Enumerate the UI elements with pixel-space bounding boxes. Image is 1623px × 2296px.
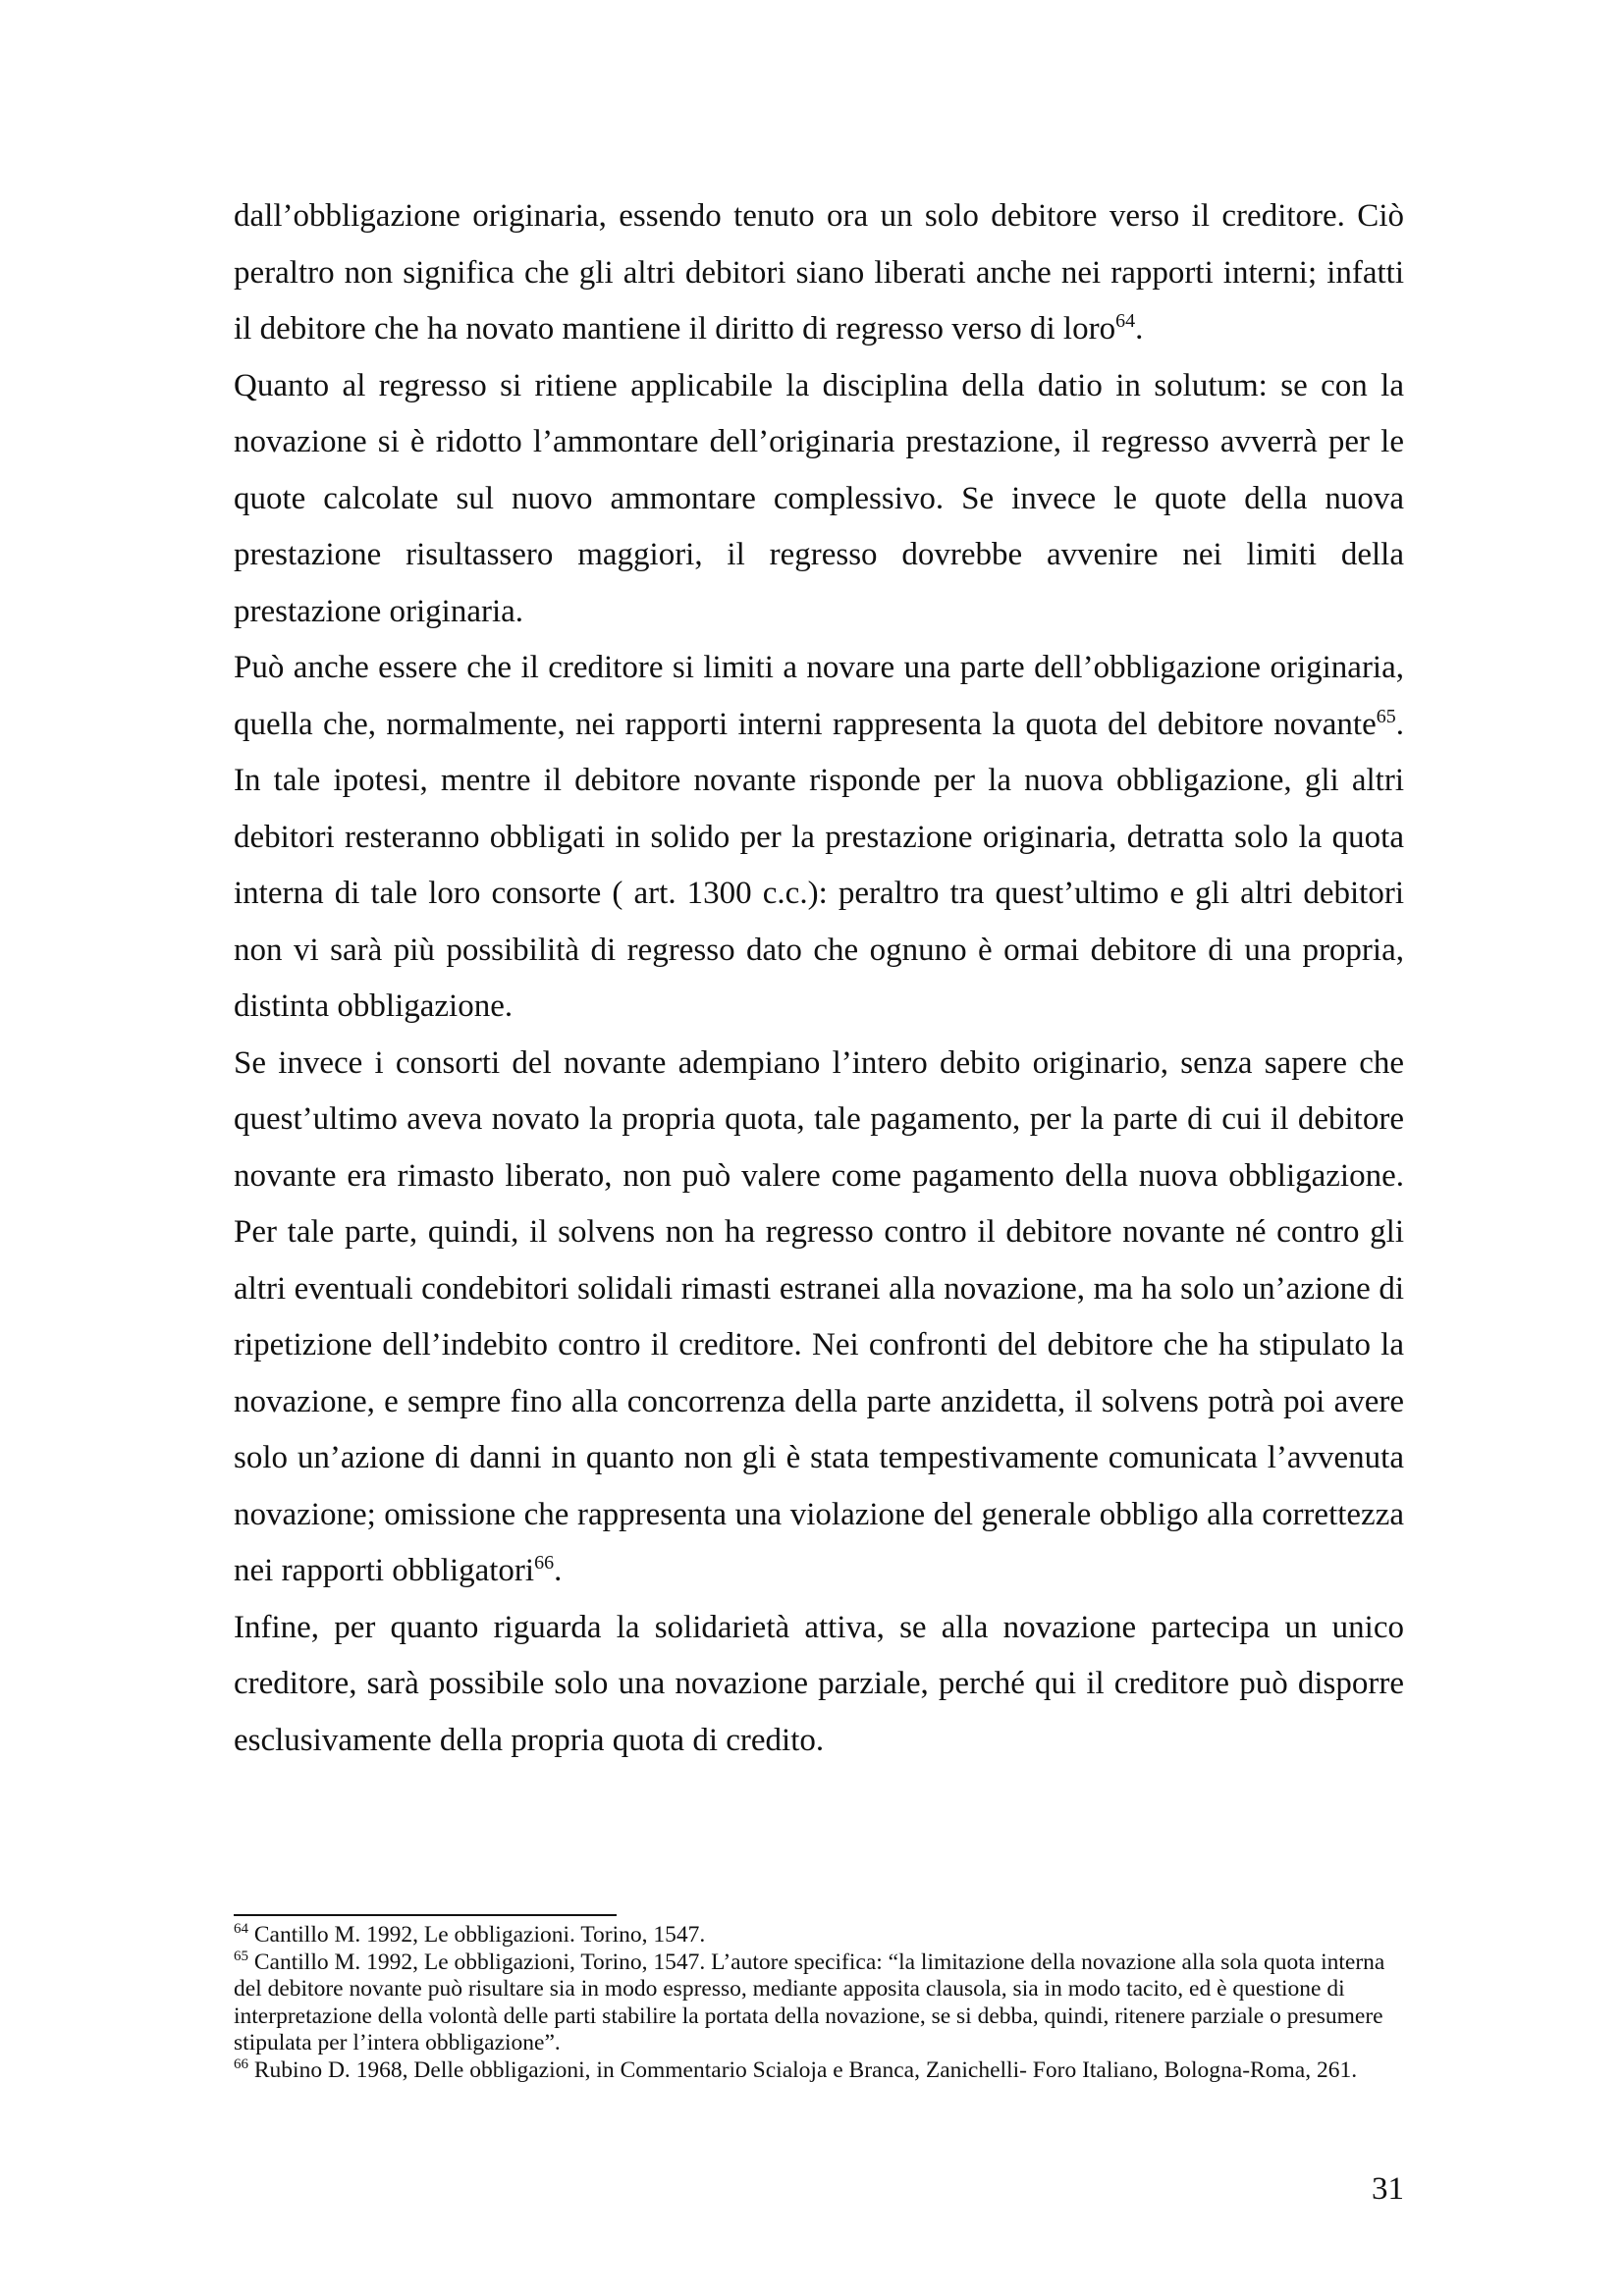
- footnote-text: Rubino D. 1968, Delle obbligazioni, in Commentario Scialoja e Branca, Zanichelli- Foro Italiano, Bologna-Roma, 261.: [253, 2056, 1358, 2083]
- paragraph-text-continuation: .: [1135, 311, 1144, 347]
- paragraph-1: [234, 188, 1404, 358]
- footnote-text: Cantillo M. 1992, Le obbligazioni, Torino, 1547. L’autore specifica: “la limitazione della novazione alla sola quota interna del debitore novante può risultare sia in modo espresso, mediante apposita clausola, sia in modo tacito, ed è questione di interpretazione della volontà delle parti stabilire la portata della novazione, se si debba, quindi, ritenere parziale o presumere stipulata per l’intera obbligazione”.: [234, 1949, 1385, 2056]
- page-body: [234, 188, 1404, 1769]
- paragraph-5: [234, 1600, 1404, 1770]
- paragraph-4: [234, 1036, 1404, 1600]
- paragraph-text: Infine, per quanto riguarda la solidarietà attiva, se alla novazione partecipa un unico creditore, sarà possibile solo una novazione parziale, perché qui il creditore può disporre esclusivamente della propria quota di credito.: [234, 1609, 1404, 1758]
- paragraph-text-continuation: .: [554, 1553, 563, 1588]
- footnote-ref-66[interactable]: 66: [534, 1552, 555, 1574]
- paragraph-text: Se invece i consorti del novante adempiano l’intero debito originario, senza sapere che quest’ultimo aveva novato la propria quota, tale pagamento, per la parte di cui il debitore novante era rimasto liberato, non può valere come pagamento della nuova obbligazione. Per tale parte, quindi, il solvens non ha regresso contro il debitore novante né contro gli altri eventuali condebitori solidali rimasti estranei alla novazione, ma ha solo un’azione di ripetizione dell’indebito contro il creditore. Nei confronti del debitore che ha stipulato la novazione, e sempre fino alla concorrenza della parte anzidetta, il solvens potrà poi avere solo un’azione di danni in quanto non gli è stata tempestivamente comunicata l’avvenuta novazione; omissione che rappresenta una violazione del generale obbligo alla correttezza nei rapporti obbligatori: [234, 1044, 1404, 1588]
- footnote-65: [234, 1949, 1404, 2057]
- paragraph-text: Può anche essere che il creditore si limiti a novare una parte dell’obbligazione originaria, quella che, normalmente, nei rapporti interni rappresenta la quota del debitore novante: [234, 650, 1404, 742]
- footnote-66: [234, 2057, 1404, 2085]
- footnote-number: 66: [234, 2056, 248, 2072]
- footnote-separator: [234, 1914, 617, 1916]
- paragraph-text-continuation: . In tale ipotesi, mentre il debitore novante risponde per la nuova obbligazione, gli altri debitori resteranno obbligati in solido per la prestazione originaria, detratta solo la quota interna di tale loro consorte ( art. 1300 c.c.): peraltro tra quest’ultimo e gli altri debitori non vi sarà più possibilità di regresso dato che ognuno è ormai debitore di una propria, distinta obbligazione.: [234, 706, 1404, 1024]
- footnote-number: 65: [234, 1948, 248, 1964]
- body-text: [234, 188, 1404, 1769]
- paragraph-text: dall’obbligazione originaria, essendo tenuto ora un solo debitore verso il creditore. Ciò peraltro non significa che gli altri debitori siano liberati anche nei rapporti interni; infatti il debitore che ha novato mantiene il diritto di regresso verso di loro: [234, 198, 1404, 347]
- footnote-text: Cantillo M. 1992, Le obbligazioni. Torino, 1547.: [253, 1922, 706, 1948]
- footnote-number: 64: [234, 1921, 248, 1938]
- paragraph-text: Quanto al regresso si ritiene applicabile la disciplina della datio in solutum: se con la novazione si è ridotto l’ammontare dell’originaria prestazione, il regresso avverrà per le quote calcolate sul nuovo ammontare complessivo. Se invece le quote della nuova prestazione risultassero maggiori, il regresso dovrebbe avvenire nei limiti della prestazione originaria.: [234, 367, 1404, 629]
- footnote-ref-65[interactable]: 65: [1376, 705, 1396, 727]
- footnote-ref-64[interactable]: 64: [1115, 310, 1136, 332]
- footnotes: [234, 1914, 1404, 2084]
- paragraph-3: [234, 640, 1404, 1036]
- page-number: 31: [1372, 2171, 1404, 2207]
- footnote-64: [234, 1922, 1404, 1949]
- paragraph-2: [234, 358, 1404, 641]
